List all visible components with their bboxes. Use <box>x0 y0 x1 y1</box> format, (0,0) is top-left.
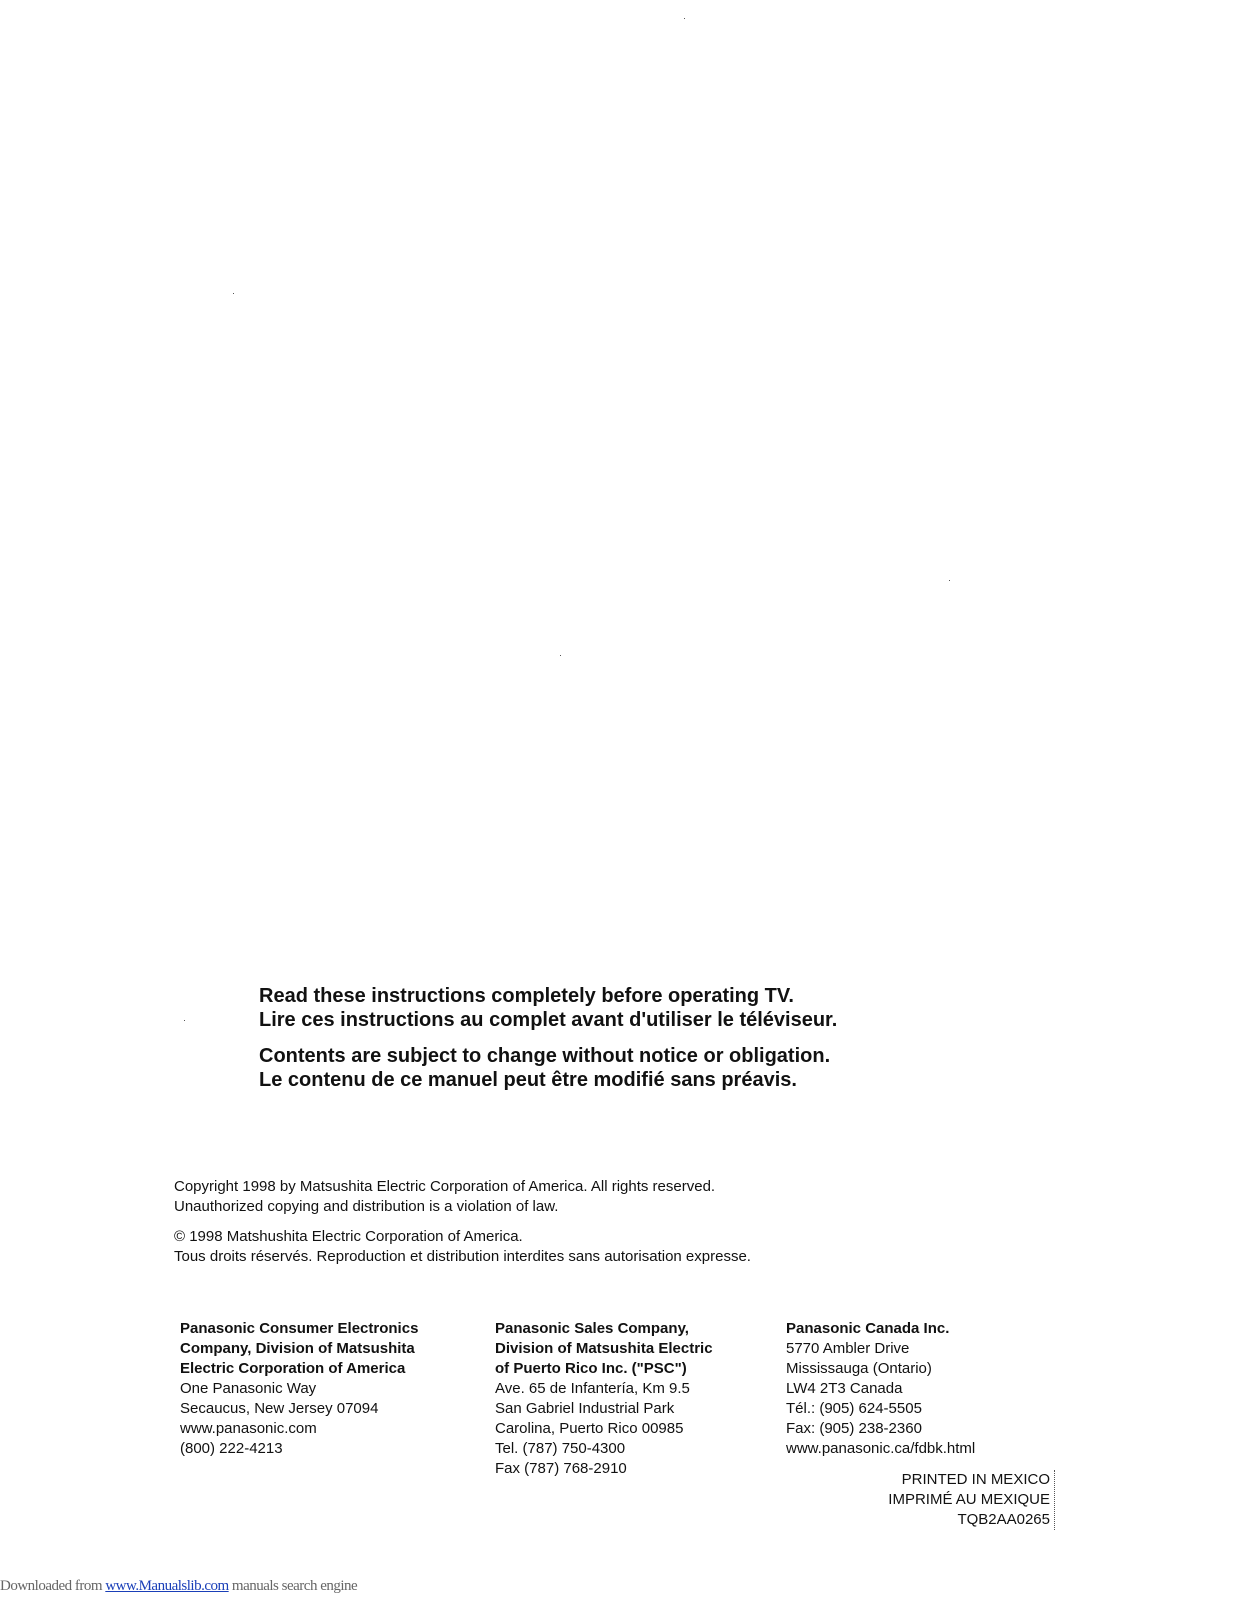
address-line: Mississauga (Ontario) <box>786 1360 932 1377</box>
address-us <box>180 1319 418 1459</box>
website-line: www.panasonic.ca/fdbk.html <box>786 1440 976 1457</box>
address-line: Carolina, Puerto Rico 00985 <box>495 1420 684 1437</box>
address-name-line: Panasonic Sales Company, <box>495 1320 689 1337</box>
address-line: Ave. 65 de Infantería, Km 9.5 <box>495 1380 690 1397</box>
footer-prefix: Downloaded from <box>0 1578 106 1594</box>
scan-speck <box>560 655 561 656</box>
notice-read-instructions-en: Read these instructions completely before operating TV. <box>259 985 794 1007</box>
address-line: Secaucus, New Jersey 07094 <box>180 1400 379 1417</box>
website-line: www.panasonic.com <box>180 1420 317 1437</box>
copyright-line: Copyright 1998 by Matsushita Electric Corporation of America. All rights reserved. <box>174 1178 716 1195</box>
address-name-line: Electric Corporation of America <box>180 1360 406 1377</box>
part-code: TQB2AA0265 <box>957 1511 1050 1528</box>
phone-line: Tel. (787) 750-4300 <box>495 1440 626 1457</box>
address-line: One Panasonic Way <box>180 1380 317 1397</box>
address-name-line: Panasonic Canada Inc. <box>786 1320 950 1337</box>
copyright-block <box>174 1177 751 1267</box>
fax-line: Fax (787) 768-2910 <box>495 1460 627 1477</box>
address-line: San Gabriel Industrial Park <box>495 1400 675 1417</box>
phone-line: (800) 222-4213 <box>180 1440 283 1457</box>
address-name-line: Division of Matsushita Electric <box>495 1340 713 1357</box>
printed-in-block <box>888 1470 1055 1530</box>
address-name-line: of Puerto Rico Inc. ("PSC") <box>495 1360 687 1377</box>
manualslib-link[interactable]: www.Manualslib.com <box>105 1578 229 1594</box>
footer-suffix: manuals search engine <box>228 1578 358 1594</box>
address-line: 5770 Ambler Drive <box>786 1340 910 1357</box>
address-name-line: Company, Division of Matsushita <box>180 1340 415 1357</box>
copyright-fr-line: © 1998 Matshushita Electric Corporation of America. <box>174 1228 523 1245</box>
address-name-line: Panasonic Consumer Electronics <box>180 1320 419 1337</box>
printed-in-en: PRINTED IN MEXICO <box>901 1471 1050 1488</box>
download-footer <box>0 1578 357 1595</box>
address-line: LW4 2T3 Canada <box>786 1380 903 1397</box>
fax-line: Fax: (905) 238-2360 <box>786 1420 922 1437</box>
scan-speck <box>949 580 950 581</box>
scan-speck <box>684 18 685 19</box>
printed-in-fr: IMPRIMÉ AU MEXIQUE <box>888 1491 1050 1508</box>
scan-speck <box>184 1020 185 1021</box>
address-pr <box>495 1319 713 1479</box>
address-ca <box>786 1319 975 1459</box>
notice-read-instructions-fr: Lire ces instructions au complet avant d'utiliser le téléviseur. <box>259 1009 838 1031</box>
operating-notice <box>259 984 837 1092</box>
phone-line: Tél.: (905) 624-5505 <box>786 1400 922 1417</box>
unauthorized-line: Unauthorized copying and distribution is a violation of law. <box>174 1198 559 1215</box>
scan-speck <box>233 293 234 294</box>
rights-fr-line: Tous droits réservés. Reproduction et distribution interdites sans autorisation expresse. <box>174 1248 751 1265</box>
notice-contents-change-en: Contents are subject to change without notice or obligation. <box>259 1045 831 1067</box>
notice-contents-change-fr: Le contenu de ce manuel peut être modifié sans préavis. <box>259 1069 797 1091</box>
